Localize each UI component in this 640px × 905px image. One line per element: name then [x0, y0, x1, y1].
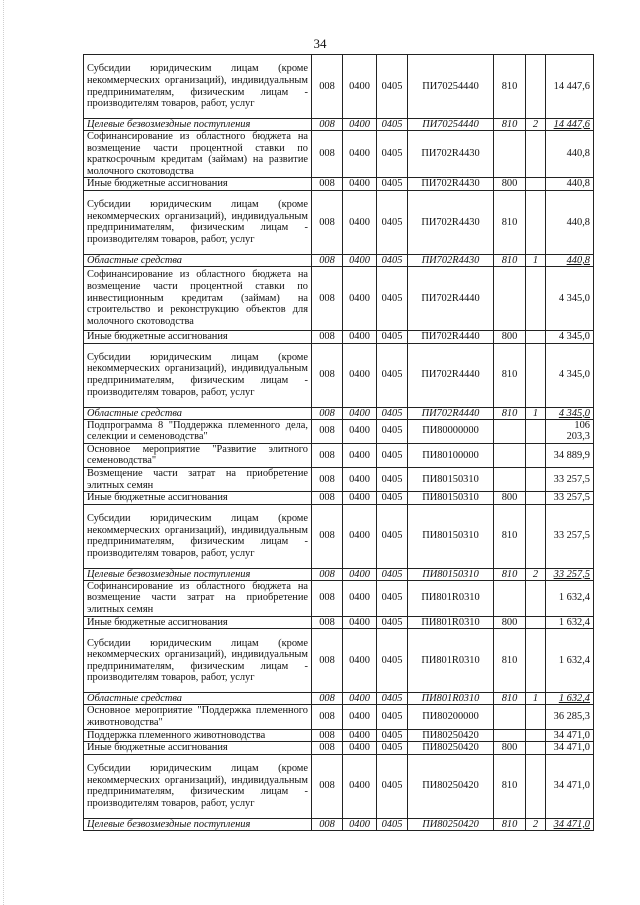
row-source-code: [526, 419, 546, 443]
row-gr-code: 008: [312, 119, 343, 131]
row-rz-code: 0400: [343, 419, 377, 443]
row-pr-code: 0405: [377, 266, 408, 330]
row-source-code: 2: [526, 818, 546, 830]
row-vr-code: 810: [494, 55, 526, 119]
row-csr-code: ПИ80250420: [408, 818, 494, 830]
row-rz-code: 0400: [343, 266, 377, 330]
row-rz-code: 0400: [343, 705, 377, 729]
row-name: Софинансирование из областного бюджета на возмещение части процентной ставки по инвестиционным кредитам (займам) на строительство и реконструкцию объектов для молочного скотоводства: [84, 266, 312, 330]
row-rz-code: 0400: [343, 131, 377, 178]
row-source-code: [526, 443, 546, 467]
row-source-code: [526, 629, 546, 693]
row-rz-code: 0400: [343, 190, 377, 254]
row-csr-code: ПИ80150310: [408, 568, 494, 580]
row-rz-code: 0400: [343, 616, 377, 629]
row-source-code: [526, 55, 546, 119]
row-amount: 106 203,3: [546, 419, 594, 443]
row-amount: 1 632,4: [546, 580, 594, 616]
row-gr-code: 008: [312, 754, 343, 818]
table-row: [84, 266, 594, 330]
row-rz-code: 0400: [343, 754, 377, 818]
row-pr-code: 0405: [377, 818, 408, 830]
row-name: Областные средства: [84, 254, 312, 266]
row-gr-code: 008: [312, 55, 343, 119]
row-name: Софинансирование из областного бюджета на возмещение части процентной ставки по краткосрочным кредитам (займам) на развитие молочного скотоводства: [84, 131, 312, 178]
row-rz-code: 0400: [343, 55, 377, 119]
row-rz-code: 0400: [343, 330, 377, 343]
row-pr-code: 0405: [377, 407, 408, 419]
table-row: [84, 407, 594, 419]
row-source-code: [526, 190, 546, 254]
budget-table: [83, 54, 594, 831]
row-vr-code: [494, 131, 526, 178]
row-name: Основное мероприятие "Поддержка племенного животноводства": [84, 705, 312, 729]
row-csr-code: ПИ702R4430: [408, 190, 494, 254]
row-csr-code: ПИ80100000: [408, 443, 494, 467]
row-source-code: [526, 742, 546, 755]
left-margin-dots: [3, 0, 5, 905]
row-rz-code: 0400: [343, 729, 377, 742]
row-vr-code: 810: [494, 568, 526, 580]
row-gr-code: 008: [312, 343, 343, 407]
row-gr-code: 008: [312, 419, 343, 443]
row-amount: 1 632,4: [546, 693, 594, 705]
row-pr-code: 0405: [377, 131, 408, 178]
row-amount: 34 471,0: [546, 729, 594, 742]
row-gr-code: 008: [312, 190, 343, 254]
row-vr-code: 800: [494, 330, 526, 343]
row-amount: 33 257,5: [546, 467, 594, 491]
row-rz-code: 0400: [343, 407, 377, 419]
table-row: [84, 705, 594, 729]
row-csr-code: ПИ70254440: [408, 119, 494, 131]
row-gr-code: 008: [312, 742, 343, 755]
row-source-code: 1: [526, 254, 546, 266]
table-row: [84, 467, 594, 491]
row-vr-code: 810: [494, 754, 526, 818]
row-name: Иные бюджетные ассигнования: [84, 742, 312, 755]
table-row: [84, 629, 594, 693]
row-vr-code: 810: [494, 629, 526, 693]
row-csr-code: ПИ80150310: [408, 467, 494, 491]
row-gr-code: 008: [312, 330, 343, 343]
row-pr-code: 0405: [377, 119, 408, 131]
row-source-code: 2: [526, 568, 546, 580]
row-name: Поддержка племенного животноводства: [84, 729, 312, 742]
row-csr-code: ПИ80000000: [408, 419, 494, 443]
row-source-code: [526, 131, 546, 178]
row-gr-code: 008: [312, 580, 343, 616]
row-csr-code: ПИ801R0310: [408, 629, 494, 693]
row-gr-code: 008: [312, 818, 343, 830]
row-pr-code: 0405: [377, 580, 408, 616]
row-source-code: 2: [526, 119, 546, 131]
row-amount: 4 345,0: [546, 343, 594, 407]
row-amount: 4 345,0: [546, 407, 594, 419]
row-source-code: [526, 343, 546, 407]
table-row: [84, 742, 594, 755]
row-name: Основное мероприятие "Развитие элитного семеноводства": [84, 443, 312, 467]
row-name: Целевые безвозмездные поступления: [84, 119, 312, 131]
row-rz-code: 0400: [343, 178, 377, 191]
row-amount: 4 345,0: [546, 266, 594, 330]
table-row: [84, 492, 594, 505]
row-vr-code: [494, 443, 526, 467]
row-pr-code: 0405: [377, 443, 408, 467]
row-rz-code: 0400: [343, 629, 377, 693]
table-row: [84, 693, 594, 705]
row-source-code: [526, 492, 546, 505]
row-csr-code: ПИ80250420: [408, 754, 494, 818]
row-csr-code: ПИ702R4440: [408, 330, 494, 343]
row-rz-code: 0400: [343, 568, 377, 580]
row-name: Областные средства: [84, 407, 312, 419]
row-name: Субсидии юридическим лицам (кроме некоммерческих организаций), индивидуальным предпринимателям, физическим лицам - производителям товаров, работ, услуг: [84, 629, 312, 693]
row-gr-code: 008: [312, 178, 343, 191]
table-row: [84, 190, 594, 254]
table-row: [84, 580, 594, 616]
row-vr-code: [494, 580, 526, 616]
row-name: Субсидии юридическим лицам (кроме некоммерческих организаций), индивидуальным предпринимателям, физическим лицам - производителям товаров, работ, услуг: [84, 190, 312, 254]
row-amount: 34 889,9: [546, 443, 594, 467]
row-amount: 33 257,5: [546, 504, 594, 568]
row-csr-code: ПИ702R4440: [408, 266, 494, 330]
row-name: Иные бюджетные ассигнования: [84, 616, 312, 629]
table-row: [84, 178, 594, 191]
row-pr-code: 0405: [377, 419, 408, 443]
row-name: Субсидии юридическим лицам (кроме некоммерческих организаций), индивидуальным предпринимателям, физическим лицам - производителям товаров, работ, услуг: [84, 504, 312, 568]
row-name: Подпрограмма 8 "Поддержка племенного дела, селекции и семеноводства": [84, 419, 312, 443]
row-csr-code: ПИ80250420: [408, 742, 494, 755]
row-csr-code: ПИ702R4440: [408, 407, 494, 419]
row-csr-code: ПИ80150310: [408, 504, 494, 568]
row-pr-code: 0405: [377, 254, 408, 266]
row-gr-code: 008: [312, 492, 343, 505]
row-amount: 34 471,0: [546, 754, 594, 818]
row-gr-code: 008: [312, 443, 343, 467]
row-amount: 1 632,4: [546, 629, 594, 693]
row-vr-code: 810: [494, 119, 526, 131]
row-rz-code: 0400: [343, 693, 377, 705]
row-gr-code: 008: [312, 629, 343, 693]
table-row: [84, 504, 594, 568]
row-rz-code: 0400: [343, 254, 377, 266]
row-pr-code: 0405: [377, 705, 408, 729]
row-amount: 440,8: [546, 254, 594, 266]
row-vr-code: [494, 467, 526, 491]
row-pr-code: 0405: [377, 693, 408, 705]
row-vr-code: [494, 705, 526, 729]
row-csr-code: ПИ70254440: [408, 55, 494, 119]
table-row: [84, 754, 594, 818]
row-csr-code: ПИ801R0310: [408, 616, 494, 629]
row-name: Областные средства: [84, 693, 312, 705]
row-pr-code: 0405: [377, 742, 408, 755]
row-source-code: [526, 705, 546, 729]
row-csr-code: ПИ702R4430: [408, 178, 494, 191]
row-source-code: [526, 754, 546, 818]
row-vr-code: 810: [494, 190, 526, 254]
row-vr-code: 800: [494, 492, 526, 505]
table-row: [84, 330, 594, 343]
row-gr-code: 008: [312, 693, 343, 705]
row-csr-code: ПИ80200000: [408, 705, 494, 729]
row-rz-code: 0400: [343, 119, 377, 131]
row-vr-code: 810: [494, 693, 526, 705]
row-name: Субсидии юридическим лицам (кроме некоммерческих организаций), индивидуальным предпринимателям, физическим лицам - производителям товаров, работ, услуг: [84, 754, 312, 818]
row-pr-code: 0405: [377, 754, 408, 818]
row-csr-code: ПИ80150310: [408, 492, 494, 505]
table-row: [84, 131, 594, 178]
row-csr-code: ПИ702R4440: [408, 343, 494, 407]
row-name: Возмещение части затрат на приобретение элитных семян: [84, 467, 312, 491]
row-name: Иные бюджетные ассигнования: [84, 178, 312, 191]
row-source-code: [526, 616, 546, 629]
row-source-code: [526, 580, 546, 616]
row-pr-code: 0405: [377, 504, 408, 568]
row-vr-code: 810: [494, 254, 526, 266]
row-gr-code: 008: [312, 504, 343, 568]
row-name: Целевые безвозмездные поступления: [84, 818, 312, 830]
table-row: [84, 55, 594, 119]
row-amount: 4 345,0: [546, 330, 594, 343]
row-source-code: [526, 467, 546, 491]
row-pr-code: 0405: [377, 178, 408, 191]
row-pr-code: 0405: [377, 492, 408, 505]
row-source-code: 1: [526, 407, 546, 419]
row-vr-code: 810: [494, 343, 526, 407]
row-vr-code: [494, 266, 526, 330]
row-pr-code: 0405: [377, 729, 408, 742]
row-gr-code: 008: [312, 467, 343, 491]
row-rz-code: 0400: [343, 467, 377, 491]
table-row: [84, 419, 594, 443]
row-gr-code: 008: [312, 131, 343, 178]
row-rz-code: 0400: [343, 343, 377, 407]
row-csr-code: ПИ801R0310: [408, 693, 494, 705]
row-name: Иные бюджетные ассигнования: [84, 330, 312, 343]
row-pr-code: 0405: [377, 190, 408, 254]
row-csr-code: ПИ80250420: [408, 729, 494, 742]
table-row: [84, 818, 594, 830]
row-rz-code: 0400: [343, 443, 377, 467]
row-amount: 440,8: [546, 131, 594, 178]
table-row: [84, 343, 594, 407]
row-vr-code: 810: [494, 407, 526, 419]
row-pr-code: 0405: [377, 330, 408, 343]
row-pr-code: 0405: [377, 629, 408, 693]
row-gr-code: 008: [312, 254, 343, 266]
row-vr-code: 800: [494, 742, 526, 755]
row-name: Иные бюджетные ассигнования: [84, 492, 312, 505]
table-row: [84, 729, 594, 742]
row-amount: 14 447,6: [546, 119, 594, 131]
row-pr-code: 0405: [377, 568, 408, 580]
table-row: [84, 568, 594, 580]
row-csr-code: ПИ702R4430: [408, 254, 494, 266]
row-vr-code: [494, 419, 526, 443]
table-row: [84, 616, 594, 629]
row-pr-code: 0405: [377, 343, 408, 407]
row-amount: 14 447,6: [546, 55, 594, 119]
row-amount: 34 471,0: [546, 818, 594, 830]
row-source-code: [526, 330, 546, 343]
row-name: Целевые безвозмездные поступления: [84, 568, 312, 580]
row-source-code: [526, 729, 546, 742]
table-row: [84, 254, 594, 266]
row-source-code: [526, 266, 546, 330]
row-gr-code: 008: [312, 407, 343, 419]
table-row: [84, 443, 594, 467]
row-gr-code: 008: [312, 729, 343, 742]
table-row: [84, 119, 594, 131]
row-csr-code: ПИ702R4430: [408, 131, 494, 178]
row-pr-code: 0405: [377, 55, 408, 119]
row-vr-code: [494, 729, 526, 742]
row-amount: 1 632,4: [546, 616, 594, 629]
row-rz-code: 0400: [343, 580, 377, 616]
row-source-code: [526, 178, 546, 191]
row-vr-code: 800: [494, 616, 526, 629]
row-pr-code: 0405: [377, 467, 408, 491]
row-gr-code: 008: [312, 616, 343, 629]
row-gr-code: 008: [312, 568, 343, 580]
row-rz-code: 0400: [343, 742, 377, 755]
row-vr-code: 810: [494, 818, 526, 830]
row-rz-code: 0400: [343, 492, 377, 505]
row-amount: 36 285,3: [546, 705, 594, 729]
row-vr-code: 810: [494, 504, 526, 568]
row-amount: 440,8: [546, 190, 594, 254]
row-rz-code: 0400: [343, 818, 377, 830]
row-rz-code: 0400: [343, 504, 377, 568]
row-pr-code: 0405: [377, 616, 408, 629]
row-vr-code: 800: [494, 178, 526, 191]
row-source-code: 1: [526, 693, 546, 705]
row-amount: 440,8: [546, 178, 594, 191]
row-csr-code: ПИ801R0310: [408, 580, 494, 616]
row-gr-code: 008: [312, 266, 343, 330]
row-amount: 33 257,5: [546, 568, 594, 580]
row-name: Субсидии юридическим лицам (кроме некоммерческих организаций), индивидуальным предпринимателям, физическим лицам - производителям товаров, работ, услуг: [84, 343, 312, 407]
row-source-code: [526, 504, 546, 568]
row-gr-code: 008: [312, 705, 343, 729]
row-name: Софинансирование из областного бюджета на возмещение части затрат на приобретение элитных семян: [84, 580, 312, 616]
page-number: 34: [313, 36, 327, 51]
row-name: Субсидии юридическим лицам (кроме некоммерческих организаций), индивидуальным предпринимателям, физическим лицам - производителям товаров, работ, услуг: [84, 55, 312, 119]
row-amount: 33 257,5: [546, 492, 594, 505]
row-amount: 34 471,0: [546, 742, 594, 755]
